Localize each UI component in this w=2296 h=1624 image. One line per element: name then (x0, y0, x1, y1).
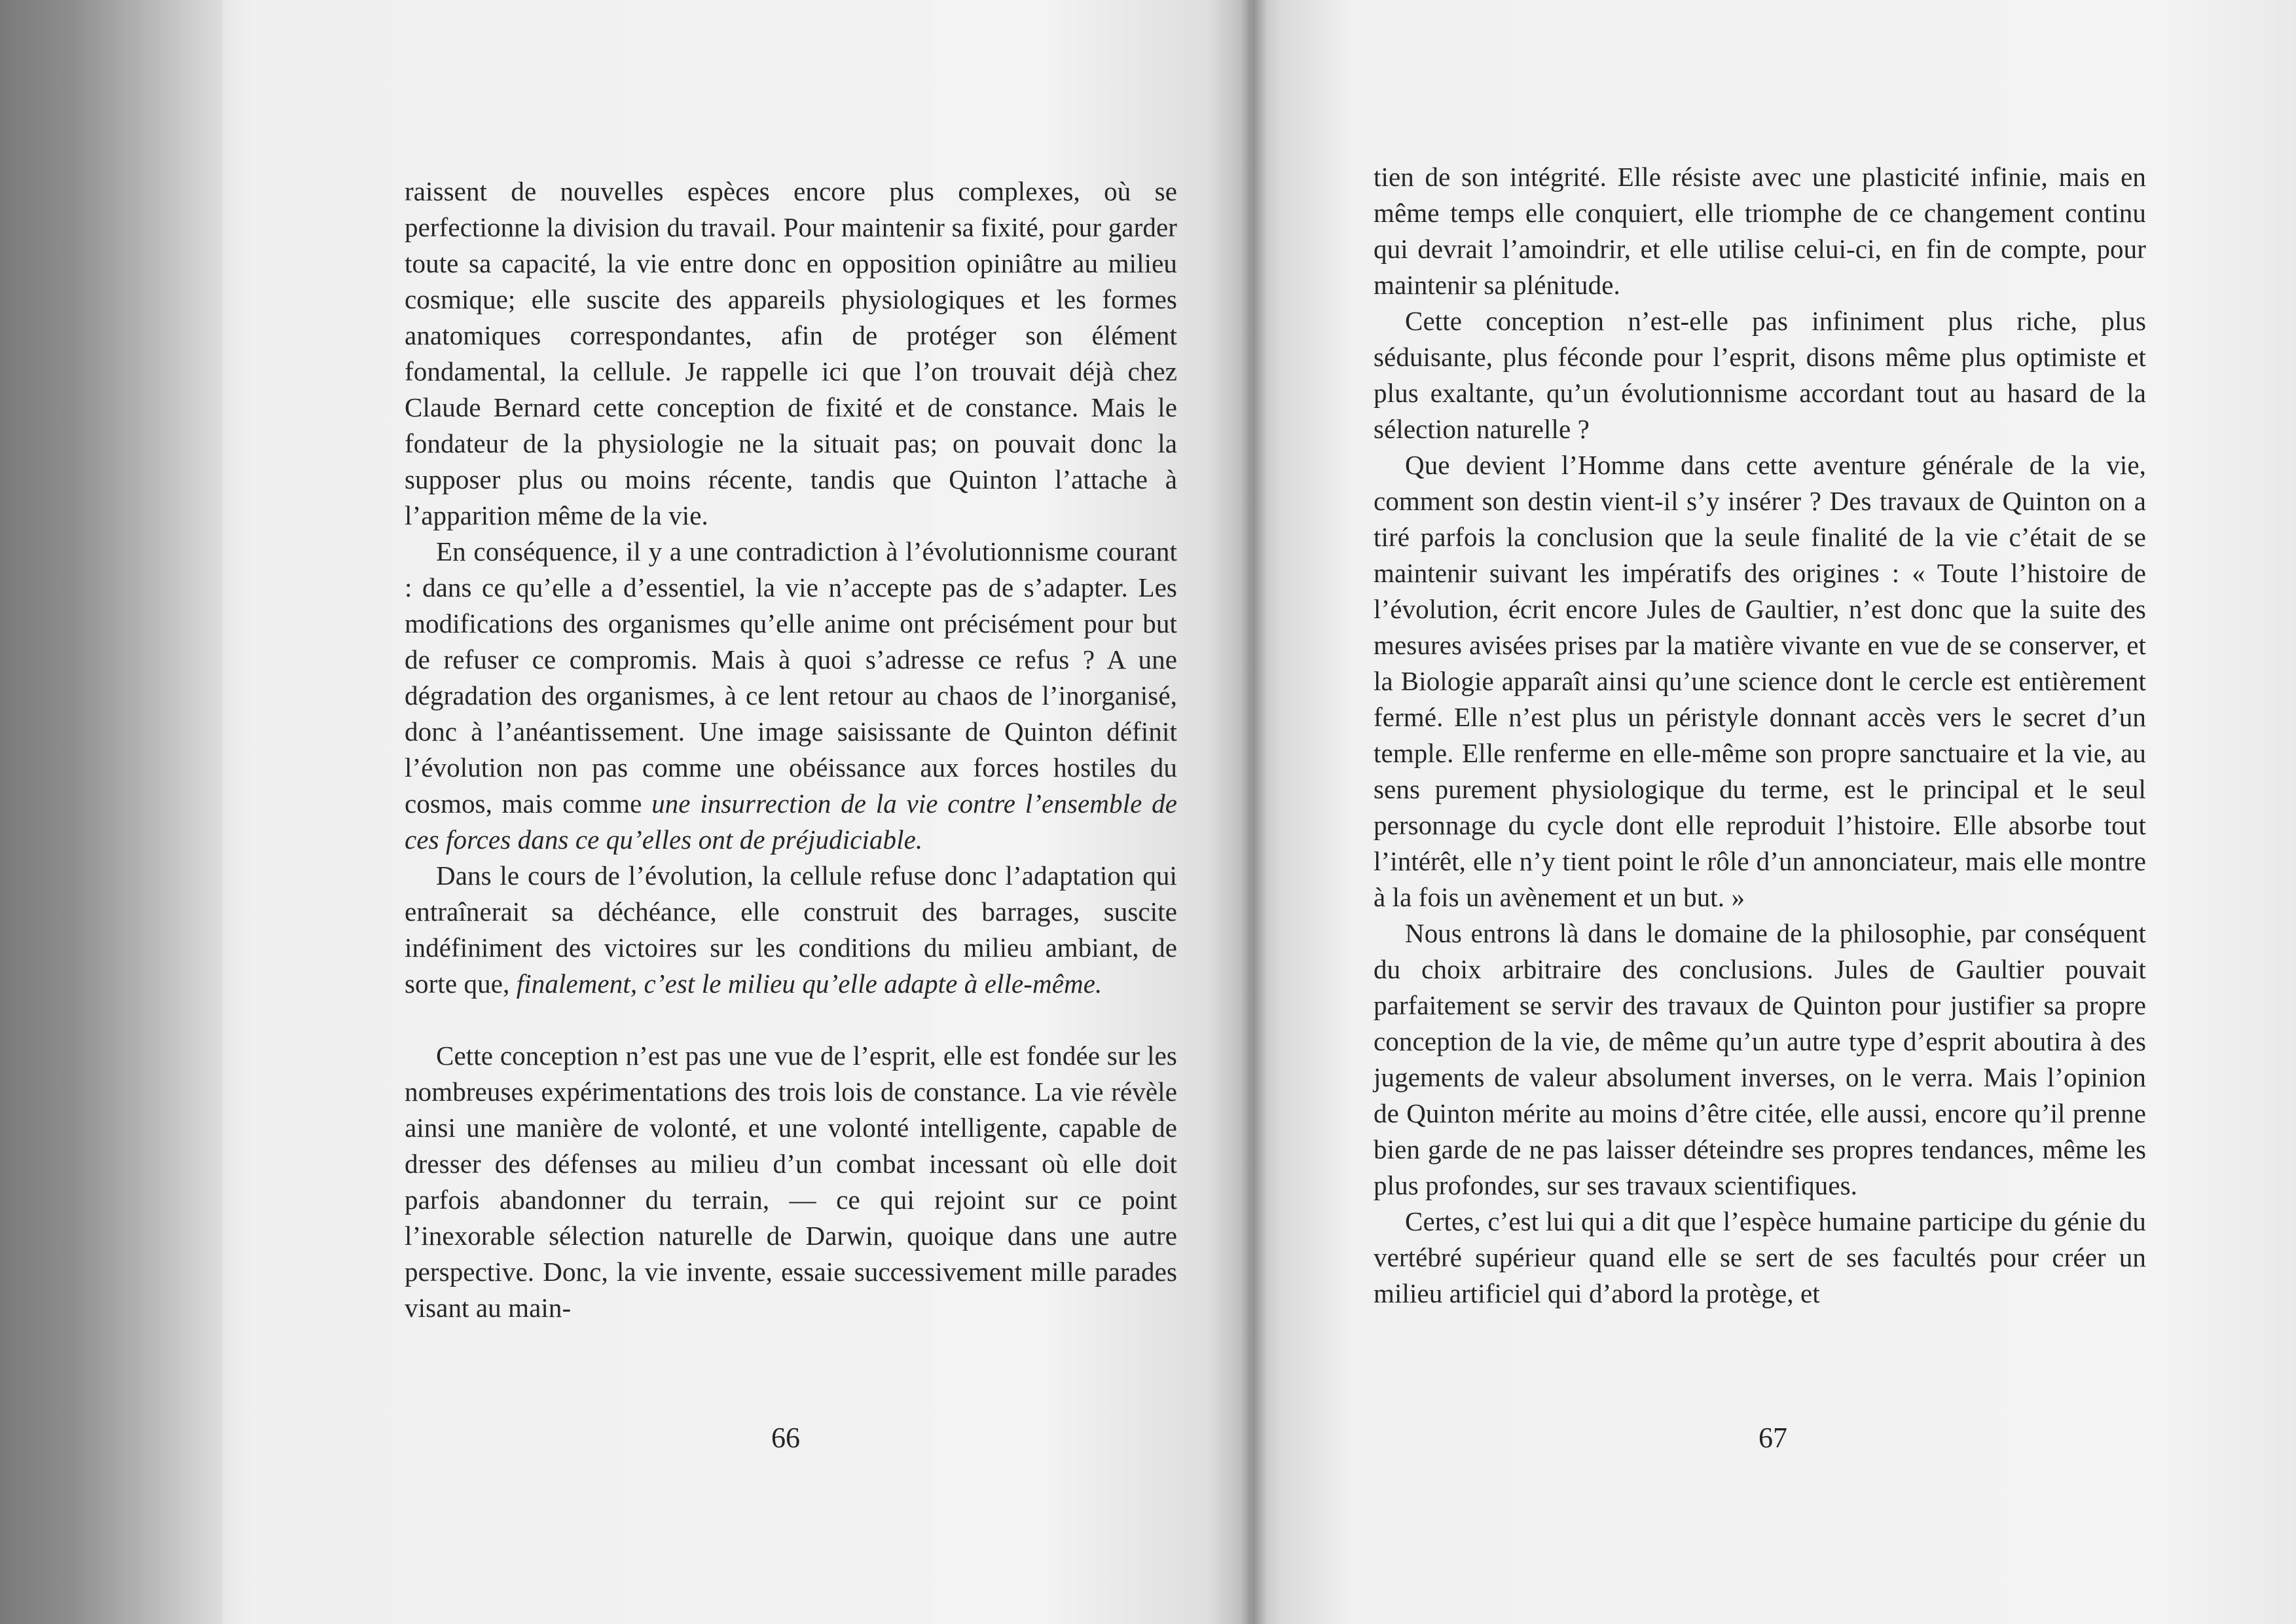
page-number-right: 67 (1758, 1422, 1787, 1454)
right-paragraph-3: Que devient l’Homme dans cette aventure générale de la vie, comment son destin vient-il s’y insérer ? Des travaux de Quinton on a tiré parfois la conclusion que la seule finalité de la vie c’était de se maintenir suivant les impératifs des origines : « Toute l’histoire de l’évolution, écrit encore Jules de Gaultier, n’est donc que la suite des mesures avisées prises par la matière vivante en vue de se conserver, et la Biologie apparaît ainsi qu’une science dont le cercle est entièrement fermé. Elle n’est plus un péristyle donnant accès vers le secret d’un temple. Elle renferme en elle-même son propre sanctuaire et la vie, au sens purement physiologique du terme, est le principal et le seul personnage du cycle dont elle reproduit l’histoire. Elle absorbe tout l’intérêt, elle n’y tient point le rôle d’un annonciateur, mais elle montre à la fois un avènement et un but. » (1374, 450, 2146, 912)
right-paragraph-2: Cette conception n’est-elle pas infiniment plus riche, plus séduisante, plus féconde pour l’esprit, disons même plus optimiste et plus exaltante, qu’un évolutionnisme accordant tout au hasard de la sélection naturelle ? (1374, 306, 2146, 444)
book-gutter (1241, 0, 1267, 1624)
left-paragraph-3 (405, 858, 1177, 1002)
left-page (223, 0, 1250, 1624)
left-paragraph-2-text: En conséquence, il y a une contradiction à l’évolutionnisme courant : dans ce qu’elle a d’essentiel, la vie n’accepte pas de s’adapter. Les modifications des organismes qu’elle anime ont précisément pour but de refuser ce compromis. Mais à quoi s’adresse ce refus ? A une dégradation des organismes, à ce lent retour au chaos de l’inorganisé, donc à l’anéantissement. Une image saisissante de Quinton définit l’évolution non pas comme une obéissance aux forces hostiles du cosmos, mais comme (405, 536, 1177, 819)
left-paragraph-4: Cette conception n’est pas une vue de l’esprit, elle est fondée sur les nombreuses expérimentations des trois lois de constance. La vie révèle ainsi une manière de volonté, et une volonté intelligente, capable de dresser des défenses au milieu d’un combat incessant où elle doit parfois abandonner du terrain, — ce qui rejoint sur ce point l’inexorable sélection naturelle de Darwin, quoique dans une autre perspective. Donc, la vie invente, essaie successivement mille parades visant au main- (405, 1041, 1177, 1323)
right-paragraph-1: tien de son intégrité. Elle résiste avec une plasticité infinie, mais en même temps elle conquiert, elle triomphe de ce changement continu qui devrait l’amoindrir, et elle utilise celui-ci, en fin de compte, pour maintenir sa plénitude. (1374, 162, 2146, 300)
left-paragraph-2 (405, 534, 1177, 858)
left-paragraph-2-italic: une insurrection de la vie contre l’ensemble de ces forces dans ce qu’elles ont de préjudiciable. (405, 788, 1177, 855)
page-number-left: 66 (771, 1422, 800, 1454)
left-paragraph-3-italic: finalement, c’est le milieu qu’elle adapte à elle-même. (516, 969, 1102, 999)
left-paragraph-3-text: Dans le cours de l’évolution, la cellule refuse donc l’adaptation qui entraînerait sa déchéance, elle construit des barrages, suscite indéfiniment des victoires sur les conditions du milieu ambiant, de sorte que, (405, 860, 1177, 999)
right-paragraph-4: Nous entrons là dans le domaine de la philosophie, par conséquent du choix arbitraire des conclusions. Jules de Gaultier pouvait parfaitement se servir des travaux de Quinton pour justifier sa propre conception de la vie, de même qu’un autre type d’esprit aboutira à des jugements de valeur absolument inverses, on le verra. Mais l’opinion de Quinton mérite au moins d’être citée, elle aussi, encore qu’il prenne bien garde de ne pas laisser déteindre ses propres tendances, même les plus profondes, sur ses travaux scientifiques. (1374, 918, 2146, 1200)
right-page-text (1374, 159, 2146, 1312)
right-paragraph-5: Certes, c’est lui qui a dit que l’espèce humaine participe du génie du vertébré supérieur quand elle se sert de ses facultés pour créer un milieu artificiel qui d’abord la protège, et (1374, 1206, 2146, 1308)
scanner-edge (0, 0, 236, 1624)
left-page-text (405, 174, 1177, 1326)
right-page (1250, 0, 2296, 1624)
left-paragraph-1: raissent de nouvelles espèces encore plus complexes, où se perfectionne la division du travail. Pour maintenir sa fixité, pour garder toute sa capacité, la vie entre donc en opposition opiniâtre au milieu cosmique; elle suscite des appareils physiologiques et les formes anatomiques correspondantes, afin de protéger son élément fondamental, la cellule. Je rappelle ici que l’on trouvait déjà chez Claude Bernard cette conception de fixité et de constance. Mais le fondateur de la physiologie ne la situait pas; on pouvait donc la supposer plus ou moins récente, tandis que Quinton l’attache à l’apparition même de la vie. (405, 176, 1177, 530)
